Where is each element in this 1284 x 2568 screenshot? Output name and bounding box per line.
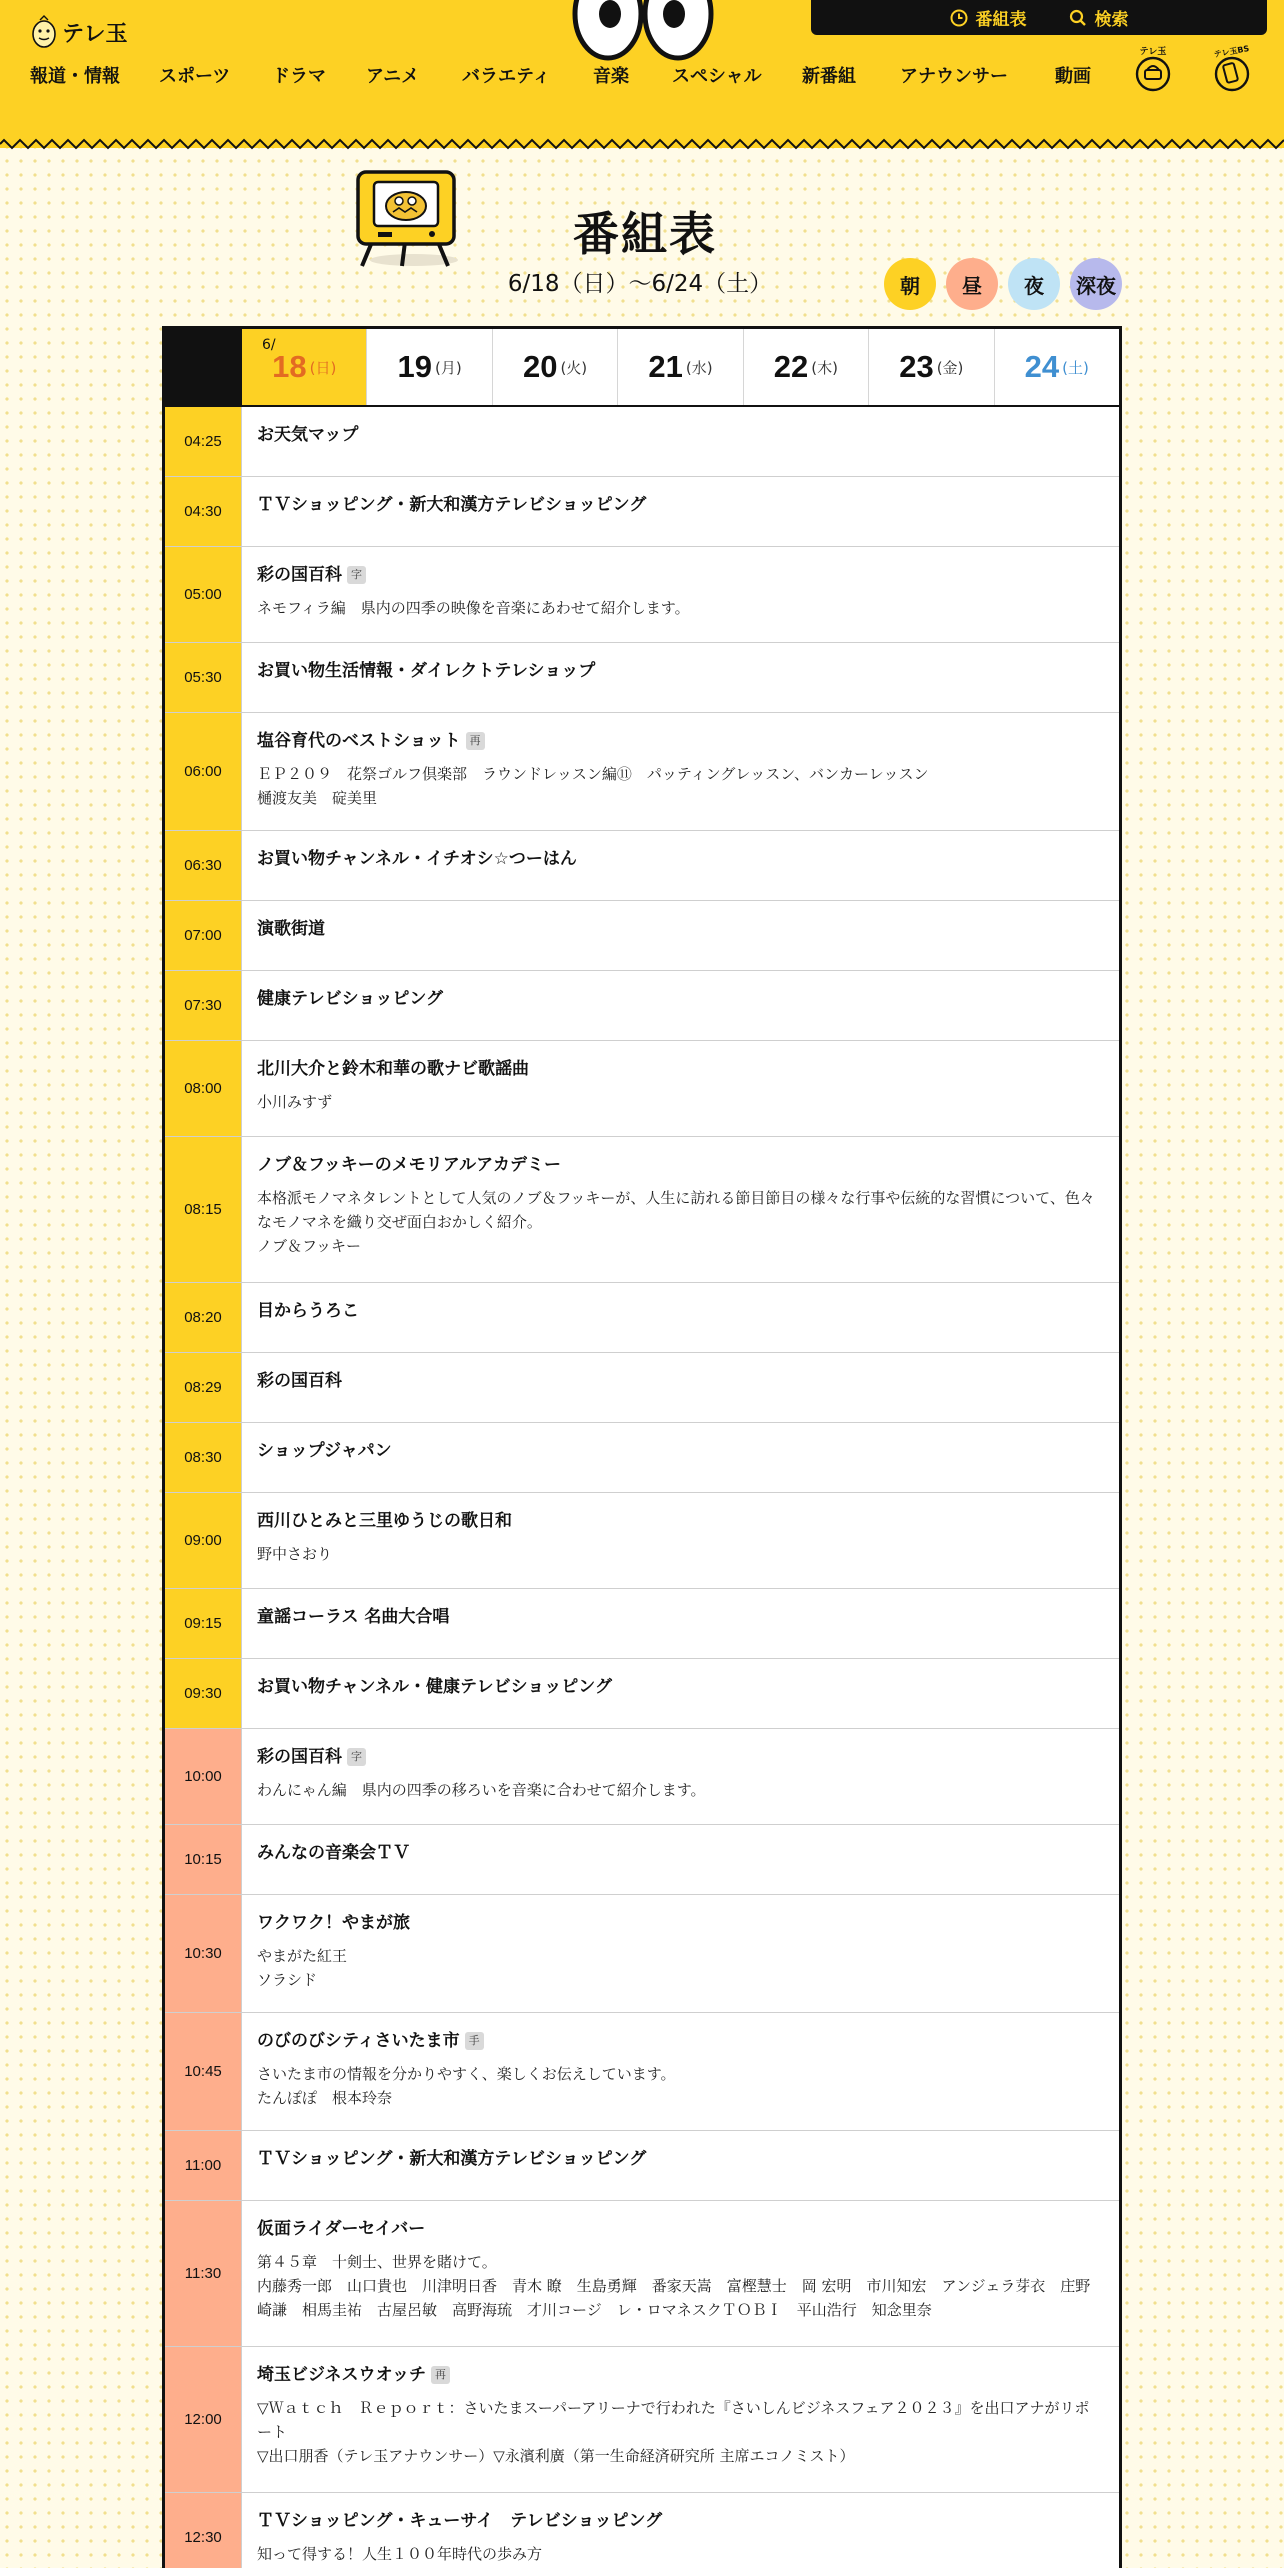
program-tag-badge: 再 — [431, 2366, 450, 2384]
program-time: 09:15 — [165, 1589, 242, 1658]
day-tab-21[interactable] — [617, 329, 742, 405]
program-title-text: 彩の国百科 — [257, 1747, 342, 1767]
day-tab-20[interactable] — [492, 329, 617, 405]
nav-news[interactable]: 報道・情報 — [30, 66, 120, 87]
program-time: 10:45 — [165, 2013, 242, 2130]
day-tab-month: 6/ — [262, 337, 276, 353]
program-title-text: 演歌街道 — [257, 919, 325, 939]
program-title-text: 北川大介と鈴木和華の歌ナビ歌謡曲 — [257, 1059, 529, 1079]
program-row[interactable] — [165, 971, 1119, 1041]
program-info — [242, 901, 1119, 970]
program-title[interactable] — [257, 659, 1103, 683]
program-time: 05:30 — [165, 643, 242, 712]
program-row[interactable] — [165, 1825, 1119, 1895]
program-info — [242, 1041, 1119, 1136]
program-title[interactable] — [257, 847, 1103, 871]
program-row[interactable] — [165, 477, 1119, 547]
program-description-line: たんぽぽ 根本玲奈 — [257, 2089, 393, 2107]
day-header-corner — [165, 329, 242, 405]
tv-mascot-illustration — [352, 164, 464, 268]
day-tab-23[interactable] — [868, 329, 993, 405]
program-title-text: お買い物チャンネル・イチオシ☆つーはん — [257, 849, 577, 869]
program-description — [257, 1090, 1103, 1114]
nav-drama[interactable]: ドラマ — [272, 66, 326, 87]
program-row[interactable] — [165, 2131, 1119, 2201]
site-header — [0, 0, 1284, 148]
program-time: 12:30 — [165, 2493, 242, 2568]
program-title[interactable] — [257, 2147, 1103, 2171]
nav-new-programs[interactable]: 新番組 — [802, 66, 856, 87]
program-description-line: ＥＰ２０９ 花祭ゴルフ倶楽部 ラウンドレッスン編⑪ パッティングレッスン、バンカーレッスン — [257, 765, 929, 783]
program-time: 08:30 — [165, 1423, 242, 1492]
day-tab-weekday: (月) — [435, 358, 462, 377]
program-row[interactable] — [165, 2493, 1119, 2568]
program-info — [242, 831, 1119, 900]
program-row[interactable] — [165, 2201, 1119, 2347]
program-description-line: さいたま市の情報を分かりやすく、楽しくお伝えしています。 — [257, 2065, 676, 2083]
program-tag-badge: 字 — [347, 566, 366, 584]
program-title[interactable] — [257, 1153, 1103, 1177]
program-description — [257, 2396, 1103, 2468]
program-time: 05:00 — [165, 547, 242, 642]
teletama-badge-label: テレ玉 — [1139, 47, 1167, 57]
program-title-text: ワクワク！やまが旅 — [257, 1913, 410, 1933]
program-time: 08:00 — [165, 1041, 242, 1136]
day-tab-number: 23 — [899, 349, 934, 384]
program-row[interactable] — [165, 1137, 1119, 1283]
day-tab-24[interactable] — [994, 329, 1119, 405]
program-title-text: 目からうろこ — [257, 1301, 359, 1321]
program-title-text: お買い物チャンネル・健康テレビショッピング — [257, 1677, 612, 1697]
logo-text: テレ玉 — [62, 21, 128, 47]
program-title[interactable] — [257, 1841, 1103, 1865]
teletama-bs-badge-label: テレ玉BS — [1213, 44, 1250, 60]
program-row[interactable] — [165, 547, 1119, 643]
program-title[interactable] — [257, 1299, 1103, 1323]
program-title-text: のびのびシティさいたま市 — [257, 2031, 460, 2051]
program-title[interactable] — [257, 1509, 1103, 1533]
program-title-text: ＴＶショッピング・新大和漢方テレビショッピング — [257, 2149, 647, 2169]
program-row[interactable] — [165, 1729, 1119, 1825]
program-info — [242, 1423, 1119, 1492]
program-time: 11:30 — [165, 2201, 242, 2346]
nav-video[interactable]: 動画 — [1055, 66, 1091, 87]
program-time: 07:00 — [165, 901, 242, 970]
nav-special[interactable]: スペシャル — [672, 66, 762, 87]
site-logo[interactable] — [30, 14, 128, 50]
program-title[interactable] — [257, 2363, 1103, 2387]
teletama-bs-badge-icon[interactable] — [1208, 44, 1256, 96]
program-title[interactable] — [257, 423, 1103, 447]
program-time: 10:15 — [165, 1825, 242, 1894]
program-time: 04:30 — [165, 477, 242, 546]
program-info — [242, 2493, 1119, 2568]
program-row[interactable] — [165, 1041, 1119, 1137]
program-info — [242, 477, 1119, 546]
program-tag-badge: 手 — [465, 2032, 484, 2050]
program-row[interactable] — [165, 2013, 1119, 2131]
program-info — [242, 2201, 1119, 2346]
program-description — [257, 2542, 1103, 2566]
program-description-line: やまがた紅王 — [257, 1947, 348, 1965]
program-row[interactable] — [165, 2347, 1119, 2493]
program-title-text: ショップジャパン — [257, 1441, 392, 1461]
nav-announcer[interactable]: アナウンサー — [900, 66, 1008, 87]
program-info — [242, 971, 1119, 1040]
header-zigzag-edge — [0, 136, 1284, 152]
nav-anime[interactable]: アニメ — [366, 66, 420, 87]
program-title[interactable] — [257, 1911, 1103, 1935]
program-description — [257, 762, 1103, 810]
program-info — [242, 1589, 1119, 1658]
program-title-text: 塩谷育代のベストショット — [257, 731, 461, 751]
program-time: 08:29 — [165, 1353, 242, 1422]
program-title-text: 童謡コーラス 名曲大合唱 — [257, 1607, 450, 1627]
program-time: 06:00 — [165, 713, 242, 830]
program-description-line: 本格派モノマネタレントとして人気のノブ＆フッキーが、人生に訪れる節目節目の様々な行事や伝統的な習慣について、色々なモノマネを織り交ぜ面白おかしく紹介。 — [257, 1189, 1095, 1231]
program-description-line: 知って得する！人生１００年時代の歩み方 — [257, 2545, 543, 2563]
program-time: 08:15 — [165, 1137, 242, 1282]
day-tab-weekday: (木) — [811, 358, 838, 377]
program-description — [257, 1542, 1103, 1566]
program-title-text: 彩の国百科 — [257, 1371, 342, 1391]
program-description-line: ネモフィラ編 県内の四季の映像を音楽にあわせて紹介します。 — [257, 599, 690, 617]
program-description — [257, 596, 1103, 620]
program-row[interactable] — [165, 643, 1119, 713]
teletama-badge-icon[interactable] — [1132, 44, 1174, 94]
program-title[interactable] — [257, 1675, 1103, 1699]
day-tab-number: 19 — [397, 349, 433, 384]
program-row[interactable] — [165, 1895, 1119, 2013]
program-info — [242, 1729, 1119, 1824]
day-tab-number: 20 — [522, 349, 558, 384]
program-title[interactable] — [257, 2509, 1103, 2533]
nav-music[interactable]: 音楽 — [593, 66, 629, 87]
program-info — [242, 1825, 1119, 1894]
program-time: 08:20 — [165, 1283, 242, 1352]
day-tab-22[interactable] — [743, 329, 868, 405]
search-link[interactable] — [1069, 5, 1129, 30]
mascot-eyes-icon — [568, 0, 716, 62]
time-of-day-night[interactable]: 夜 — [1008, 258, 1060, 310]
program-info — [242, 407, 1119, 476]
program-info — [242, 2347, 1119, 2492]
program-title-text: ＴＶショッピング・キューサイ テレビショッピング — [257, 2511, 663, 2531]
program-description-line: ソラシド — [257, 1971, 318, 1989]
program-description-line: ▽Ｗａｔｃｈ Ｒｅｐｏｒｔ：さいたまスーパーアリーナで行われた『さいしんビジネスフェア２０２３』を出口アナがリポート — [257, 2399, 1090, 2441]
date-range: 6/18（日）〜6/24（土） — [507, 271, 773, 297]
program-title-text: ＴＶショッピング・新大和漢方テレビショッピング — [257, 495, 647, 515]
page-title: 番組表 — [573, 207, 717, 261]
program-title-text: ノブ＆フッキーのメモリアルアカデミー — [257, 1155, 561, 1175]
program-row[interactable] — [165, 407, 1119, 477]
program-title[interactable] — [257, 1439, 1103, 1463]
program-tag-badge: 再 — [466, 732, 485, 750]
program-schedule-table — [162, 326, 1122, 2568]
program-info — [242, 1137, 1119, 1282]
time-of-day-morning[interactable]: 朝 — [884, 258, 936, 310]
program-title[interactable] — [257, 563, 1103, 587]
program-title[interactable] — [257, 1369, 1103, 1393]
program-title[interactable] — [257, 2217, 1103, 2241]
program-info — [242, 2013, 1119, 2130]
program-description-line: 小川みすず — [257, 1093, 333, 1111]
program-title-text: 埼玉ビジネスウオッチ — [257, 2365, 426, 2385]
program-description — [257, 2250, 1103, 2322]
program-description — [257, 1944, 1103, 1992]
program-time: 09:30 — [165, 1659, 242, 1728]
program-row[interactable] — [165, 831, 1119, 901]
clock-icon — [950, 9, 968, 27]
program-row[interactable] — [165, 901, 1119, 971]
time-of-day-noon[interactable]: 昼 — [946, 258, 998, 310]
program-description — [257, 1186, 1103, 1258]
program-row[interactable] — [165, 1353, 1119, 1423]
day-tab-number: 24 — [1024, 349, 1060, 384]
program-time: 11:00 — [165, 2131, 242, 2200]
program-description-line: 内藤秀一郎 山口貴也 川津明日香 青木 瞭 生島勇輝 番家天嵩 富樫慧士 岡 宏明 市川知宏 アンジェラ芽衣 庄野崎謙 相馬圭祐 古屋呂敏 高野海琉 才川コージ レ・ロマネスクＴＯＢＩ 平山浩行 知念里奈 — [257, 2277, 1091, 2319]
day-tab-number: 21 — [648, 349, 683, 384]
day-tab-19[interactable] — [366, 329, 491, 405]
program-title[interactable] — [257, 1745, 1103, 1769]
program-title-text: 健康テレビショッピング — [257, 989, 443, 1009]
program-title[interactable] — [257, 917, 1103, 941]
program-title-text: お買い物生活情報・ダイレクトテレショップ — [257, 661, 596, 681]
program-title[interactable] — [257, 729, 1103, 753]
program-description-line: 樋渡友美 碇美里 — [257, 789, 378, 807]
program-time: 10:00 — [165, 1729, 242, 1824]
program-title[interactable] — [257, 2029, 1103, 2053]
program-time: 04:25 — [165, 407, 242, 476]
time-of-day-late-night[interactable]: 深夜 — [1070, 258, 1122, 310]
program-title-text: お天気マップ — [257, 425, 359, 445]
program-time: 07:30 — [165, 971, 242, 1040]
day-tab-18[interactable] — [242, 329, 366, 405]
day-tab-weekday: (土) — [1062, 358, 1089, 377]
day-tab-weekday: (火) — [560, 358, 588, 377]
program-row[interactable] — [165, 1659, 1119, 1729]
program-title[interactable] — [257, 1605, 1103, 1629]
program-info — [242, 1659, 1119, 1728]
program-row[interactable] — [165, 713, 1119, 831]
program-description-line: ノブ＆フッキー — [257, 1237, 361, 1255]
program-time: 10:30 — [165, 1895, 242, 2012]
mascot-logo-icon — [30, 14, 58, 50]
program-row[interactable] — [165, 1283, 1119, 1353]
program-title[interactable] — [257, 987, 1103, 1011]
program-info — [242, 1283, 1119, 1352]
day-tabs — [165, 329, 1119, 407]
day-tab-weekday: (金) — [936, 358, 964, 377]
program-description — [257, 1778, 1103, 1802]
day-tab-weekday: (日) — [309, 358, 337, 377]
program-title-text: 彩の国百科 — [257, 565, 342, 585]
program-time: 06:30 — [165, 831, 242, 900]
program-title[interactable] — [257, 493, 1103, 517]
program-title-text: 仮面ライダーセイバー — [257, 2219, 426, 2239]
program-description-line: 野中さおり — [257, 1545, 333, 1563]
program-time: 12:00 — [165, 2347, 242, 2492]
main-nav — [0, 58, 1284, 94]
program-list — [165, 407, 1119, 2568]
program-description-line: ▽出口朋香（テレ玉アナウンサー）▽永濱利廣（第一生命経済研究所 主席エコノミスト） — [257, 2447, 855, 2465]
program-info — [242, 1353, 1119, 1422]
program-row[interactable] — [165, 1493, 1119, 1589]
program-description-line: 第４５章 十剣士、世界を賭けて。 — [257, 2253, 497, 2271]
program-info — [242, 1895, 1119, 2012]
nav-variety[interactable]: バラエティ — [462, 66, 551, 87]
search-icon — [1069, 9, 1087, 27]
program-info — [242, 547, 1119, 642]
day-tab-weekday: (水) — [685, 358, 713, 377]
day-tab-number: 22 — [773, 349, 809, 384]
nav-sports[interactable]: スポーツ — [159, 66, 231, 87]
program-row[interactable] — [165, 1423, 1119, 1493]
top-utility-bar — [811, 0, 1267, 35]
program-info — [242, 713, 1119, 830]
program-title-text: 西川ひとみと三里ゆうじの歌日和 — [257, 1511, 512, 1531]
program-info — [242, 2131, 1119, 2200]
program-info — [242, 643, 1119, 712]
program-title-text: みんなの音楽会ＴＶ — [257, 1843, 410, 1863]
schedule-link-label: 番組表 — [975, 10, 1027, 30]
day-tab-number: 18 — [272, 349, 307, 384]
program-description — [257, 2062, 1103, 2110]
program-tag-badge: 字 — [347, 1748, 366, 1766]
program-description-line: わんにゃん編 県内の四季の移ろいを音楽に合わせて紹介します。 — [257, 1781, 706, 1799]
program-row[interactable] — [165, 1589, 1119, 1659]
search-link-label: 検索 — [1094, 10, 1129, 30]
program-time: 09:00 — [165, 1493, 242, 1588]
program-title[interactable] — [257, 1057, 1103, 1081]
program-info — [242, 1493, 1119, 1588]
schedule-link[interactable] — [950, 5, 1027, 30]
